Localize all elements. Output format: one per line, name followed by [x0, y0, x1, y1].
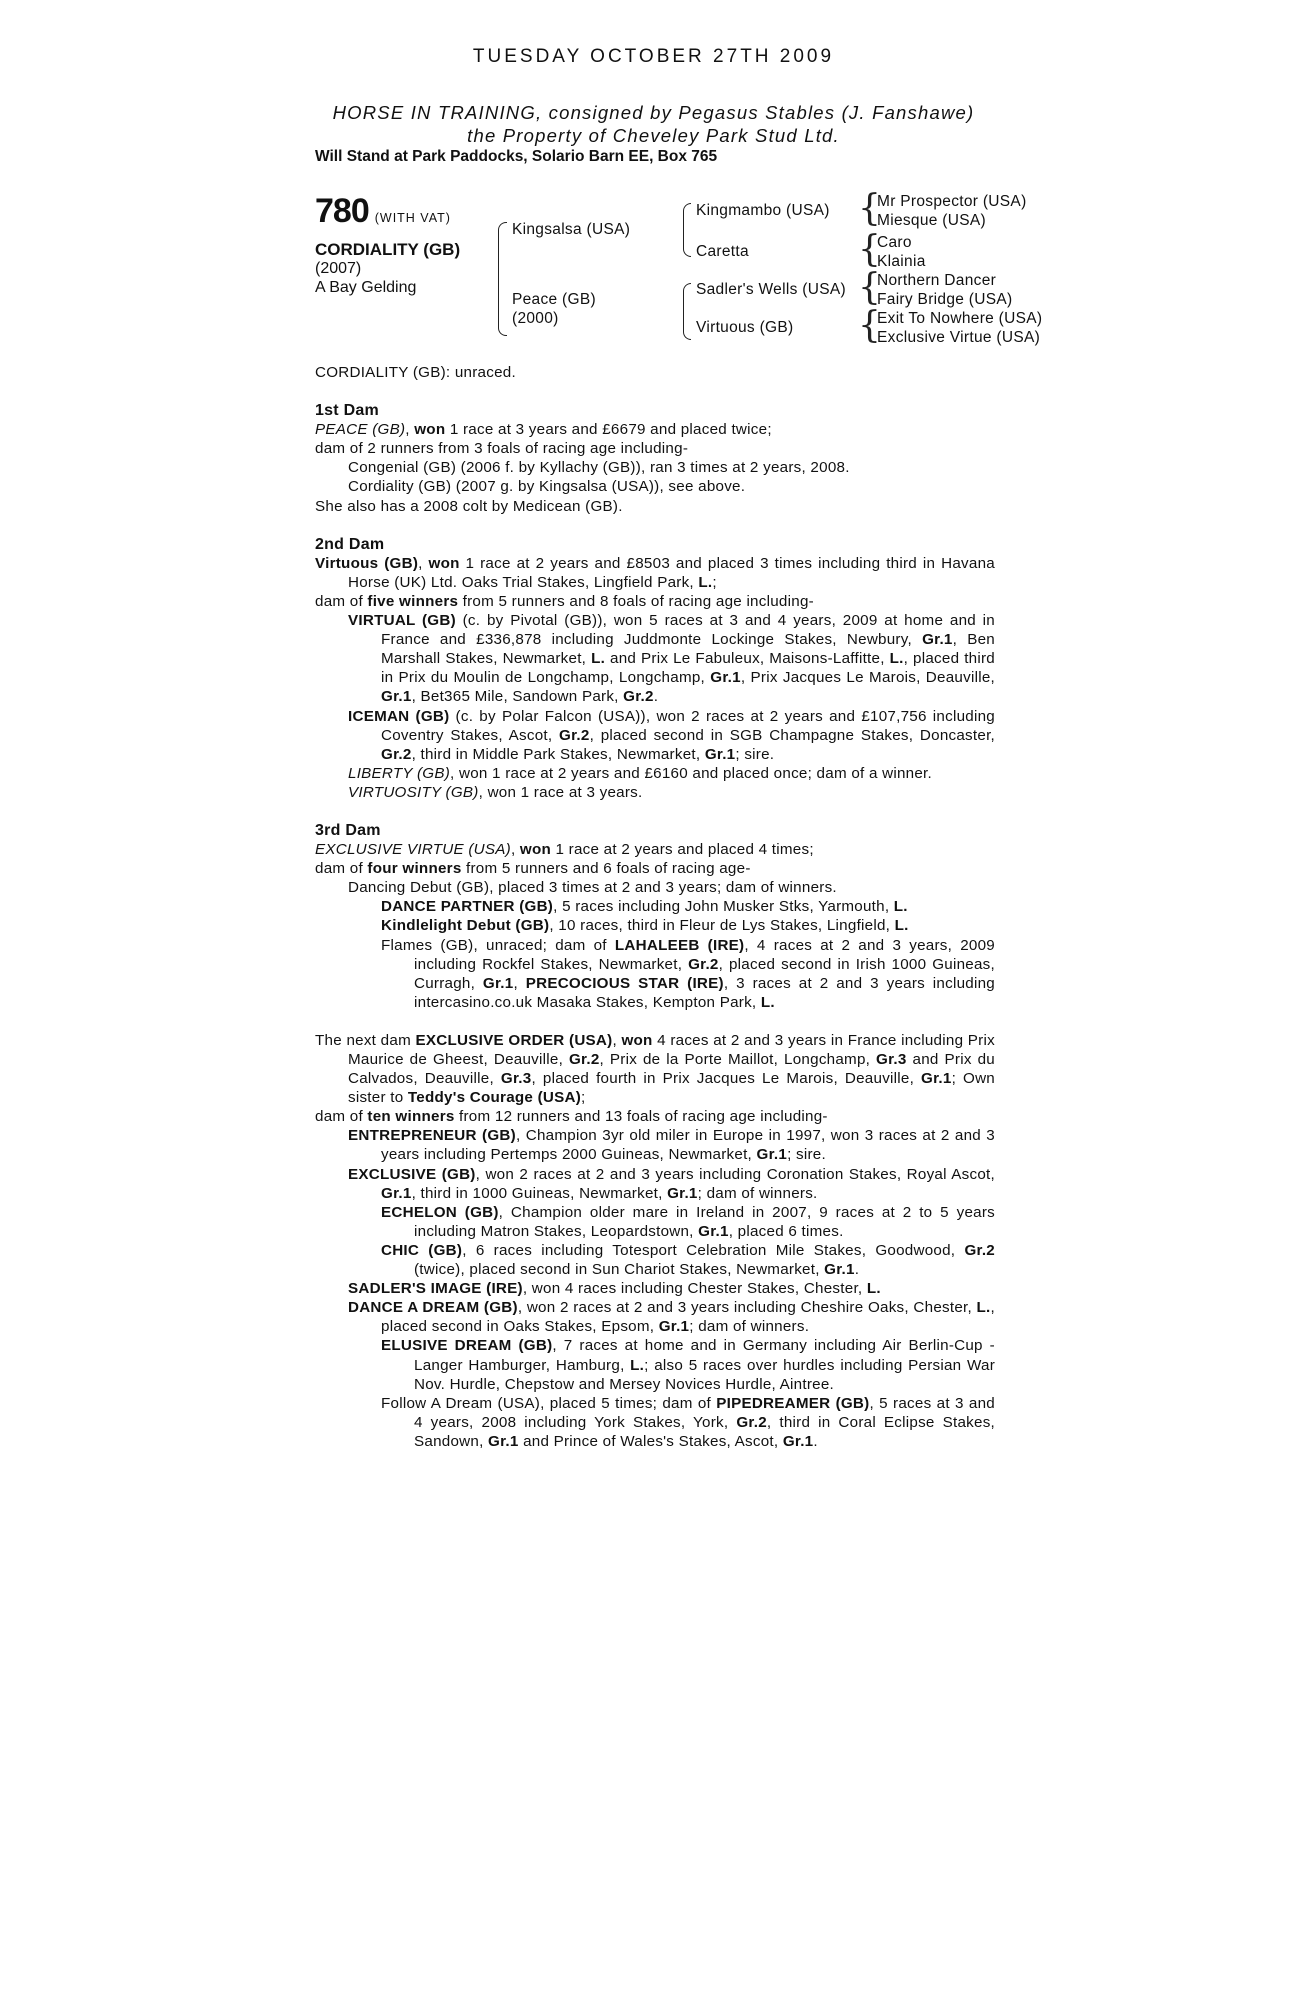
pedigree-brace-main — [498, 222, 507, 336]
section-heading-2nd-dam: 2nd Dam — [315, 535, 385, 553]
pedigree-curly-3: { — [858, 267, 881, 308]
produce-iceman: ICEMAN (GB) (c. by Polar Falcon (USA)), won 2 races at 2 years and £107,756 including Coventry Stakes, Ascot, Gr.2, placed second in SGB Champagne Stakes, Doncaster, Gr.2, third in Middle Park Stakes, Newmarket, Gr.1; sire. — [348, 707, 996, 763]
horse-summary — [315, 240, 460, 297]
lot-heading — [0, 101, 1307, 166]
produce-cordiality: Cordiality (GB) (2007 g. by Kingsalsa (USA)), see above. — [348, 478, 746, 496]
pedigree-dam-year: (2000) — [512, 310, 559, 327]
pedigree-ds-sire: Northern Dancer — [877, 272, 997, 289]
produce-dance-a-dream: DANCE A DREAM (GB), won 2 races at 2 and 3 years including Cheshire Oaks, Chester, L., placed second in Oaks Stakes, Epsom, Gr.1; dam of winners. — [348, 1299, 995, 1336]
produce-dancing-debut: Dancing Debut (GB), placed 3 times at 2 and 3 years; dam of winners. — [348, 879, 837, 897]
sale-date: TUESDAY OCTOBER 27TH 2009 — [472, 46, 835, 67]
pedigree-sire-dam: Caretta — [696, 243, 749, 260]
catalogue-body — [315, 363, 995, 1451]
pedigree-dam-sire: Sadler's Wells (USA) — [696, 281, 846, 298]
pedigree-ss-dam: Miesque (USA) — [877, 212, 986, 229]
produce-elusive-dream: ELUSIVE DREAM (GB), 7 races at home and in Germany including Air Berlin-Cup - Langer Hamburger, Hamburg, L.; also 5 races over hurdles including Persian War Nov. Hurdle, Chepstow and Mersey Novices Hurdle, Aintree. — [381, 1337, 996, 1393]
pedigree-sd-sire: Caro — [877, 234, 912, 251]
first-dam-para: PEACE (GB), won 1 race at 3 years and £6679 and placed twice; — [315, 421, 772, 439]
pedigree-brace-dam — [683, 283, 691, 340]
horse-description: A Bay Gelding — [315, 279, 417, 296]
vat-note: (WITH VAT) — [374, 211, 451, 225]
first-dam-colt: She also has a 2008 colt by Medicean (GB). — [315, 497, 623, 515]
pedigree-curly-4: { — [858, 305, 881, 346]
next-dam-produce: dam of ten winners from 12 runners and 13 foals of racing age including- — [315, 1108, 828, 1126]
pedigree-curly-1: { — [858, 188, 881, 229]
pedigree-dam: Peace (GB) — [512, 291, 596, 308]
lot-number-block — [315, 192, 451, 231]
produce-exclusive: EXCLUSIVE (GB), won 2 races at 2 and 3 years including Coronation Stakes, Royal Ascot, Gr.1, third in 1000 Guineas, Newmarket, Gr.1; dam of winners. — [348, 1165, 995, 1202]
stand-location: Will Stand at Park Paddocks, Solario Barn EE, Box 765 — [315, 148, 718, 165]
pedigree-sire: Kingsalsa (USA) — [512, 221, 631, 238]
section-heading-1st-dam: 1st Dam — [315, 402, 379, 420]
pedigree-brace-sire — [683, 203, 691, 257]
produce-sadlers-image: SADLER'S IMAGE (IRE), won 4 races including Chester Stakes, Chester, L. — [348, 1280, 881, 1298]
consignor-line: HORSE IN TRAINING, consigned by Pegasus Stables (J. Fanshawe) — [332, 102, 975, 123]
produce-chic: CHIC (GB), 6 races including Totesport Celebration Mile Stakes, Goodwood, Gr.2 (twice), placed second in Sun Chariot Stakes, Newmarket, Gr.1. — [381, 1241, 995, 1279]
pedigree-dam-dam: Virtuous (GB) — [696, 319, 794, 336]
produce-congenial: Congenial (GB) (2006 f. by Kyllachy (GB)), ran 3 times at 2 years, 2008. — [348, 459, 850, 477]
pedigree-sire-sire: Kingmambo (USA) — [696, 202, 830, 219]
produce-entrepreneur: ENTREPRENEUR (GB), Champion 3yr old miler in Europe in 1997, won 3 races at 2 and 3 years including Pertemps 2000 Guineas, Newmarket, Gr.1; sire. — [348, 1127, 995, 1164]
pedigree-dd-sire: Exit To Nowhere (USA) — [877, 310, 1043, 327]
horse-name: CORDIALITY (GB) — [315, 240, 461, 259]
pedigree-ds-dam: Fairy Bridge (USA) — [877, 291, 1013, 308]
third-dam-produce: dam of four winners from 5 runners and 6 foals of racing age- — [315, 860, 751, 878]
second-dam-produce: dam of five winners from 5 runners and 8 foals of racing age including- — [315, 592, 814, 610]
third-dam-para: EXCLUSIVE VIRTUE (USA), won 1 race at 2 years and placed 4 times; — [315, 841, 814, 859]
next-dam-para: The next dam EXCLUSIVE ORDER (USA), won 4 races at 2 and 3 years in France including Prix Maurice de Gheest, Deauville, Gr.2, Prix de la Porte Maillot, Longchamp, Gr.3 and Prix du Calvados, Deauville, Gr.3, placed fourth in Prix Jacques Le Marois, Deauville, Gr.1; Own sister to Teddy's Courage (USA); — [315, 1031, 995, 1107]
pedigree-curly-2: { — [858, 229, 881, 270]
produce-dance-partner: DANCE PARTNER (GB), 5 races including John Musker Stks, Yarmouth, L. — [381, 898, 908, 916]
produce-follow-a-dream: Follow A Dream (USA), placed 5 times; dam of PIPEDREAMER (GB), 5 races at 3 and 4 years, 2008 including York Stakes, York, Gr.2, third in Coral Eclipse Stakes, Sandown, Gr.1 and Prince of Wales's Stakes, Ascot, Gr.1. — [381, 1394, 996, 1450]
race-record: CORDIALITY (GB): unraced. — [315, 364, 516, 381]
produce-kindlelight-debut: Kindlelight Debut (GB), 10 races, third in Fleur de Lys Stakes, Lingfield, L. — [381, 917, 909, 935]
produce-echelon: ECHELON (GB), Champion older mare in Ireland in 2007, 9 races at 2 to 5 years including Matron Stakes, Leopardstown, Gr.1, placed 6 times. — [381, 1203, 995, 1240]
horse-year: (2007) — [315, 260, 362, 277]
pedigree-sd-dam: Klainia — [877, 253, 926, 270]
produce-virtual: VIRTUAL (GB) (c. by Pivotal (GB)), won 5 races at 3 and 4 years, 2009 at home and in France and £336,878 including Juddmonte Lockinge Stakes, Newbury, Gr.1, Ben Marshall Stakes, Newmarket, L. and Prix Le Fabuleux, Maisons-Laffitte, L., placed third in Prix du Moulin de Longchamp, Longchamp, Gr.1, Prix Jacques Le Marois, Deauville, Gr.1, Bet365 Mile, Sandown Park, Gr.2. — [348, 612, 995, 706]
produce-liberty: LIBERTY (GB), won 1 race at 2 years and £6160 and placed once; dam of a winner. — [348, 764, 932, 782]
produce-virtuosity: VIRTUOSITY (GB), won 1 race at 3 years. — [348, 783, 643, 801]
section-heading-3rd-dam: 3rd Dam — [315, 821, 381, 839]
pedigree-ss-sire: Mr Prospector (USA) — [877, 193, 1027, 210]
spacer — [315, 1012, 995, 1031]
pedigree-dd-dam: Exclusive Virtue (USA) — [877, 329, 1041, 346]
first-dam-produce: dam of 2 runners from 3 foals of racing age including- — [315, 440, 689, 458]
produce-flames: Flames (GB), unraced; dam of LAHALEEB (IRE), 4 races at 2 and 3 years, 2009 including Rockfel Stakes, Newmarket, Gr.2, placed second in Irish 1000 Guineas, Curragh, Gr.1, PRECOCIOUS STAR (IRE), 3 races at 2 and 3 years including intercasino.co.uk Masaka Stakes, Kempton Park, L. — [381, 936, 995, 1011]
owner-line: the Property of Cheveley Park Stud Ltd. — [467, 125, 840, 146]
lot-number: 780 — [315, 192, 369, 230]
second-dam-para: Virtuous (GB), won 1 race at 2 years and £8503 and placed 3 times including third in Havana Horse (UK) Ltd. Oaks Trial Stakes, Lingfield Park, L.; — [315, 554, 995, 591]
